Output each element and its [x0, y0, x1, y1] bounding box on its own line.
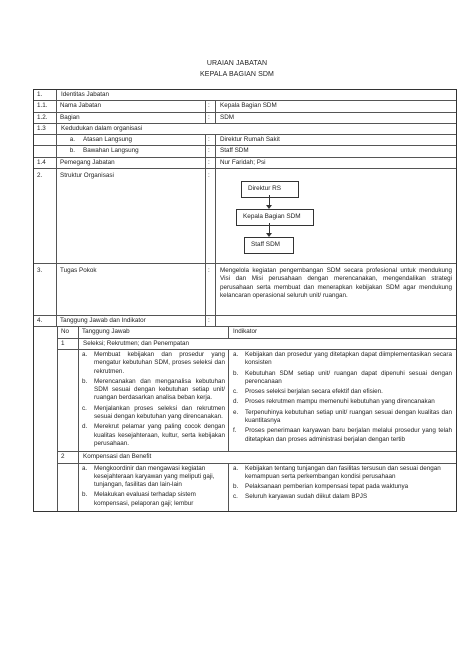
- header-no: No: [58, 327, 79, 337]
- list-text: Membuat kebijakan dan prosedur yang mengatur kebutuhan SDM, proses seleksi dan rekrutmen.: [94, 350, 225, 375]
- list-text: Kebijakan tentang tunjangan dan fasilitas tersusun dan sesuai dengan kemampuan serta perkembangan kondisi perusahaan: [245, 464, 441, 480]
- list-text: Kebijakan dan prosedur yang ditetapkan dapat diimplementasikan secara konsisten: [245, 350, 452, 367]
- row-label: Pemegang Jabatan: [57, 158, 206, 168]
- list-text: Kebutuhan SDM setiap unit/ ruangan dapat dipenuhi sesuai dengan perencanaan: [245, 369, 452, 385]
- org-chart: [216, 169, 456, 263]
- section-body-row: [58, 464, 456, 511]
- list-marker: a.: [233, 350, 239, 358]
- document-title: URAIAN JABATAN: [206, 60, 268, 67]
- row-kedudukan: [34, 124, 456, 135]
- list-text: Merekrut pelamar yang paling cocok dengan kualitas kesejahteraan, kultur, serta kebijakan perusahaan.: [94, 423, 225, 447]
- row-number: 2.: [34, 169, 57, 263]
- header-tanggung-jawab: Tanggung Jawab: [79, 327, 229, 337]
- row-label: Kedudukan dalam organisasi: [61, 124, 143, 132]
- row-tanggung-jawab-table: [34, 327, 456, 511]
- responsibility-list: [79, 350, 229, 451]
- section-title-row: [58, 452, 456, 463]
- row-label: Bagian: [57, 113, 206, 123]
- row-colon: :: [206, 146, 216, 156]
- row-colon: :: [206, 101, 216, 111]
- list-text: Pelaksanaan pemberian kompensasi tepat pada waktunya: [245, 483, 409, 491]
- list-item: [233, 388, 452, 396]
- list-text: Merencanakan dan menganalisa kebutuhan SDM sesuai dengan kebutuhan setiap unit/ ruangan berdasarkan analisa beban kerja.: [94, 377, 225, 402]
- row-colon: :: [206, 264, 216, 315]
- list-text: Proses rekrutmen mampu memenuhi kebutuhan yang direncanakan: [245, 398, 435, 406]
- section-number: 1: [58, 339, 79, 349]
- list-item: [82, 491, 225, 508]
- row-number: 1.2.: [34, 113, 57, 123]
- row-colon: :: [206, 316, 216, 326]
- list-text: Menjalankan proses seleksi dan rekrutmen sesuai dengan kebutuhan yang direncanakan.: [94, 404, 225, 421]
- row-value: Staff SDM: [220, 147, 249, 155]
- row-colon: :: [206, 169, 216, 263]
- section-title: Seleksi; Rekrutmen; dan Penempatan: [83, 339, 190, 347]
- row-label: Identitas Jabatan: [61, 91, 109, 98]
- list-text: Terpenuhinya kebutuhan setiap unit/ ruangan sesuai dengan kualitas dan kuantitasnya: [245, 408, 452, 425]
- section-title-row: [58, 339, 456, 350]
- row-number: 3.: [34, 264, 57, 315]
- list-item: [82, 465, 225, 490]
- sub-marker: b.: [69, 147, 75, 155]
- list-item: [233, 427, 452, 444]
- row-pemegang: [34, 158, 456, 169]
- list-item: [233, 370, 452, 387]
- sub-label: Atasan Langsung: [83, 136, 133, 144]
- list-text: Proses seleksi berjalan secara efektif dan efisien.: [245, 388, 383, 396]
- row-label: [57, 146, 206, 156]
- row-label: [57, 135, 206, 145]
- row-label: Tanggung Jawab dan Indikator: [57, 316, 206, 326]
- row-number: 1.1.: [34, 101, 57, 111]
- row-atasan: [34, 135, 456, 146]
- row-value: Mengelola kegiatan pengembangan SDM secara profesional untuk mendukung Visi dan Misi perusahaan dengan merencanakan, mengendalikan strategi perusahaan serta membuat dan menerapkan kebijakan SDM agar mendukung kelancaran operasional seluruh unit/ ruangan.: [220, 267, 452, 299]
- list-marker: e.: [233, 408, 239, 416]
- list-item: [233, 465, 452, 482]
- indicator-list: [229, 350, 456, 451]
- list-marker: c.: [82, 404, 87, 412]
- row-identitas: [34, 90, 456, 101]
- row-number: [34, 135, 57, 145]
- row-colon: :: [206, 158, 216, 168]
- list-marker: b.: [233, 483, 239, 491]
- row-number: 1.3: [34, 124, 57, 134]
- list-item: [233, 483, 452, 491]
- job-description-table: [33, 89, 457, 512]
- row-value: Nur Faridah; Psi: [220, 158, 266, 166]
- row-number: [34, 146, 57, 156]
- document-subtitle: KEPALA BAGIAN SDM: [200, 71, 274, 78]
- responsibility-list: [79, 464, 229, 511]
- org-box-direktur: Direktur RS: [241, 181, 299, 197]
- list-text: Proses penerimaan karyawan baru berjalan melalui prosedur yang telah ditetapkan dan proses administrasi berjalan dengan tertib: [245, 427, 452, 443]
- row-label: Struktur Organisasi: [57, 169, 206, 263]
- list-text: Seluruh karyawan sudah diikut dalam BPJS: [245, 493, 368, 501]
- list-marker: a.: [82, 350, 88, 358]
- section-number: 2: [58, 452, 79, 462]
- list-marker: a.: [233, 464, 239, 472]
- list-marker: c.: [233, 493, 238, 501]
- row-colon: :: [206, 113, 216, 123]
- list-marker: b.: [82, 491, 88, 499]
- list-text: Melakukan evaluasi terhadap sistem kompensasi, pelaporan gaji; lembur: [94, 491, 196, 507]
- row-value: Kepala Bagian SDM: [220, 102, 277, 110]
- sub-marker: a.: [69, 136, 75, 144]
- list-item: [233, 493, 452, 501]
- row-tugas-pokok: [34, 264, 456, 316]
- list-item: [82, 351, 225, 376]
- row-tanggung-jawab: [34, 316, 456, 327]
- header-indikator: Indikator: [233, 328, 258, 336]
- list-marker: d.: [82, 423, 88, 431]
- org-box-kepala: Kepala Bagian SDM: [236, 209, 314, 225]
- row-label: Tugas Pokok: [57, 264, 206, 315]
- row-number: 1.4: [34, 158, 57, 168]
- row-number: 1.: [34, 90, 57, 100]
- list-item: [82, 405, 225, 422]
- list-marker: b.: [233, 369, 239, 377]
- list-item: [82, 423, 225, 448]
- list-marker: c.: [233, 388, 238, 396]
- row-colon: :: [206, 135, 216, 145]
- row-value: SDM: [220, 113, 234, 121]
- list-item: [233, 351, 452, 368]
- list-item: [233, 398, 452, 406]
- list-text: Mengkoordinir dan mengawasi kegiatan kesejahteraan karyawan yang meliputi gaji, tunjangan, fasilitas dan lain-lain: [94, 464, 215, 489]
- row-value: Direktur Rumah Sakit: [220, 136, 280, 144]
- row-bawahan: [34, 146, 456, 157]
- responsibility-header: [58, 327, 456, 338]
- responsibility-table: [57, 327, 456, 511]
- indicator-list: [229, 464, 456, 511]
- list-marker: b.: [82, 377, 88, 385]
- row-bagian: [34, 113, 456, 124]
- row-label: Nama Jabatan: [57, 101, 206, 111]
- row-number: 4.: [34, 316, 57, 326]
- sub-label: Bawahan Langsung: [83, 147, 139, 155]
- section-title: Kompensasi dan Benefit: [83, 453, 152, 461]
- list-marker: d.: [233, 398, 239, 406]
- row-struktur: [34, 169, 456, 264]
- list-marker: a.: [82, 464, 88, 472]
- org-box-staff: Staff SDM: [244, 237, 294, 253]
- list-marker: f.: [233, 427, 237, 435]
- list-item: [233, 409, 452, 426]
- row-nama-jabatan: [34, 101, 456, 112]
- section-body-row: [58, 350, 456, 452]
- list-item: [82, 378, 225, 403]
